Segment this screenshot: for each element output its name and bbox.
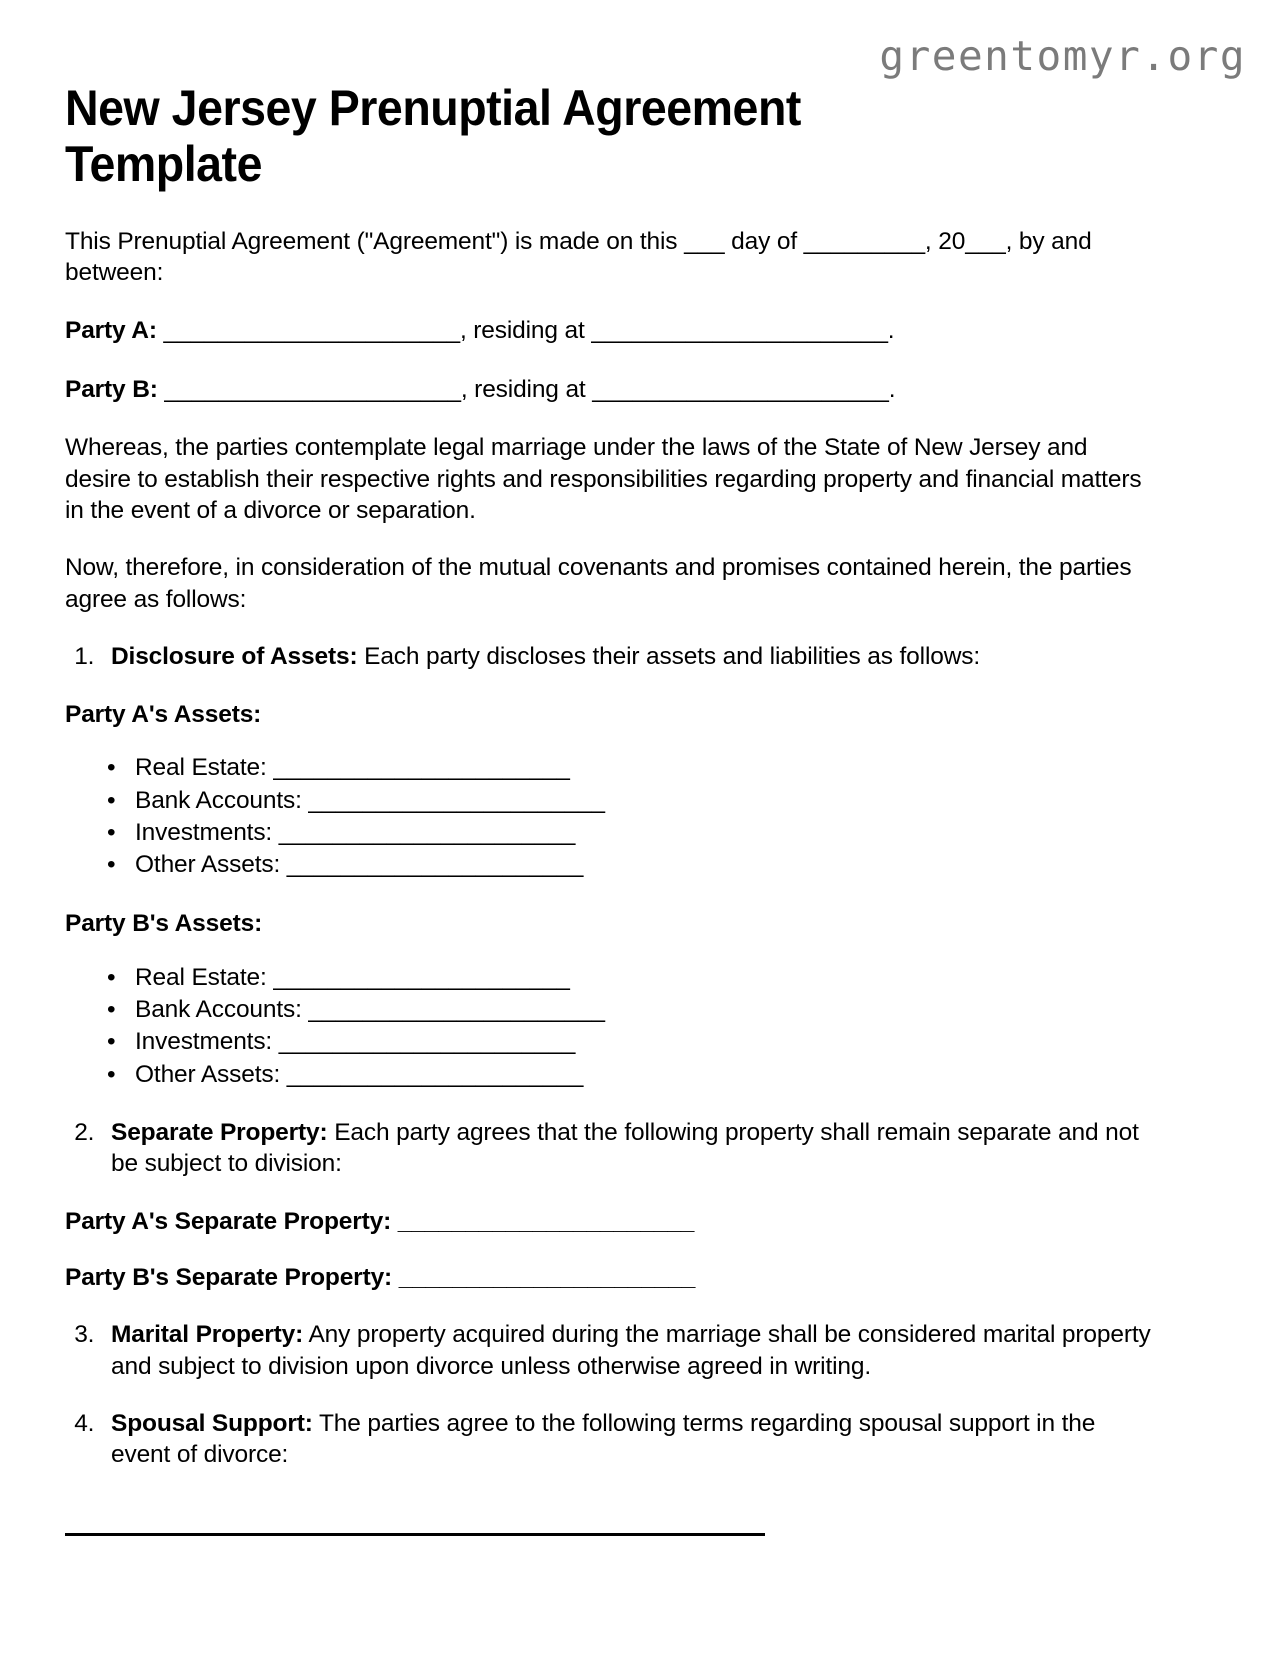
intro-paragraph: This Prenuptial Agreement ("Agreement") is made on this ___ day of _________, 20___, by and between: [65, 228, 1092, 287]
list-item: • Other Assets: ______________________ [135, 849, 1155, 881]
clause-list-2 [65, 1117, 1155, 1180]
party-b-blanks: ______________________, residing at ______________________. [157, 375, 896, 403]
party-b-label: Party B: [65, 375, 158, 403]
clause-item-disclosure-of-assets [101, 641, 1155, 672]
watermark-greentomyr: greentomyr.org [879, 32, 1246, 80]
party-a-line [65, 315, 1155, 347]
party-a-label: Party A: [65, 316, 157, 344]
clause-text: Each party agrees that the following property shall remain separate and not be subject to division: [111, 1118, 1139, 1178]
party-a-separate-property-line: Party A's Separate Property: ______________________ [65, 1207, 695, 1235]
list-item: • Investments: ______________________ [135, 1026, 1155, 1058]
clause-item-marital-property [101, 1319, 1155, 1382]
list-item: • Other Assets: ______________________ [135, 1059, 1155, 1091]
party-b-separate-property-line: Party B's Separate Property: ______________________ [65, 1264, 696, 1292]
party-a-blanks: ______________________, residing at ______________________. [156, 316, 895, 344]
party-b-assets-list [65, 962, 1155, 1091]
clause-text: Each party discloses their assets and liabilities as follows: [357, 643, 981, 671]
page-title: New Jersey Prenuptial Agreement Template [65, 80, 801, 192]
party-a-assets-heading: Party A's Assets: [65, 700, 262, 728]
spacer [65, 1497, 1155, 1533]
list-item: • Bank Accounts: ______________________ [135, 785, 1155, 817]
clause-item-separate-property [101, 1117, 1155, 1180]
party-a-assets-list [65, 752, 1155, 881]
document-content [65, 80, 1155, 1536]
list-item: • Real Estate: ______________________ [135, 962, 1155, 994]
clause-term: Disclosure of Assets: [111, 643, 358, 671]
clause-text: Any property acquired during the marriage shall be considered marital property and subject to division upon divorce unless otherwise agreed in writing. [111, 1321, 1151, 1380]
clause-list-3 [65, 1319, 1155, 1470]
clause-term: Spousal Support: [111, 1410, 313, 1437]
clause-text: The parties agree to the following terms regarding spousal support in the event of divorce: [111, 1410, 1096, 1469]
clause-list-1 [65, 641, 1155, 672]
now-therefore-paragraph: Now, therefore, in consideration of the mutual covenants and promises contained herein, the parties agree as follows: [65, 554, 1132, 613]
clause-item-spousal-support [101, 1408, 1155, 1471]
clause-term: Marital Property: [111, 1321, 304, 1349]
list-item: • Bank Accounts: ______________________ [135, 994, 1155, 1026]
list-item: • Real Estate: ______________________ [135, 752, 1155, 784]
signature-rule [65, 1533, 765, 1536]
whereas-paragraph: Whereas, the parties contemplate legal marriage under the laws of the State of New Jersey and desire to establish their respective rights and responsibilities regarding property and financial matters in the event of a divorce or separation. [65, 434, 1142, 525]
party-b-assets-heading: Party B's Assets: [65, 909, 263, 937]
list-item: • Investments: ______________________ [135, 817, 1155, 849]
party-b-line [65, 374, 1155, 406]
clause-term: Separate Property: [111, 1118, 328, 1146]
